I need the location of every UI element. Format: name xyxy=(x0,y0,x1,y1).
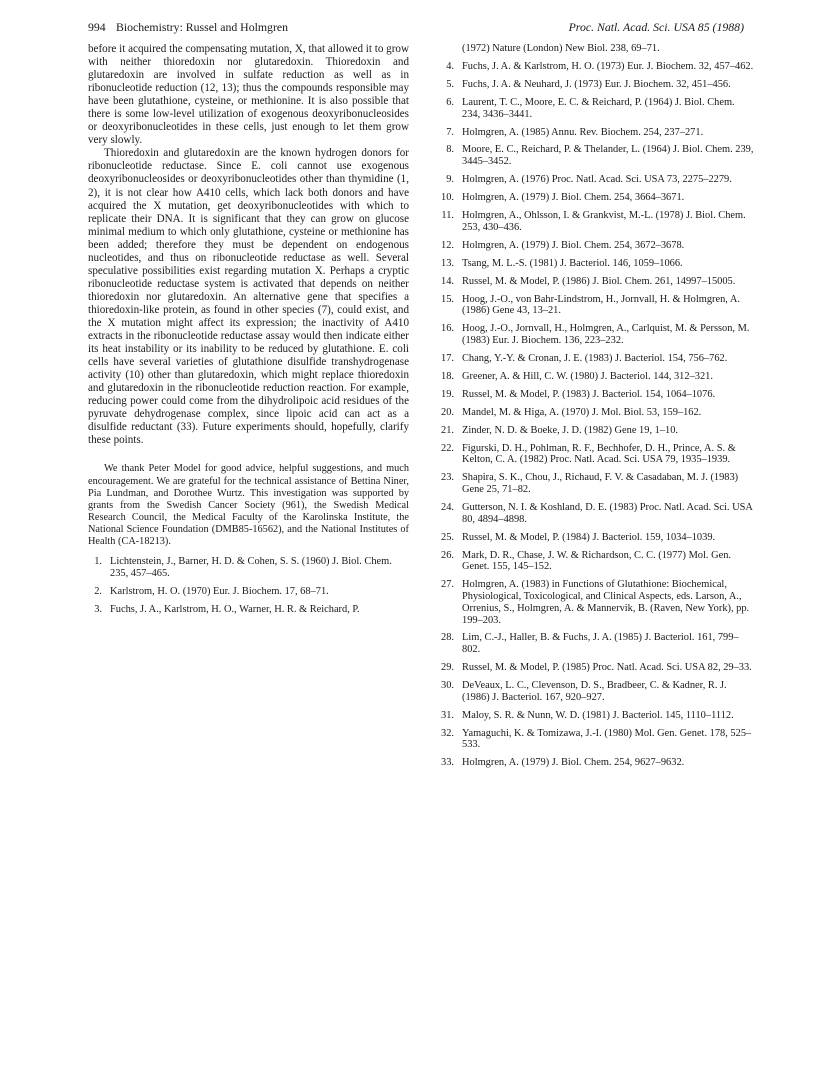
journal-citation: Proc. Natl. Acad. Sci. USA 85 (1988) xyxy=(568,20,744,34)
reference-item xyxy=(440,407,754,419)
reference-number: 3. xyxy=(94,603,102,615)
reference-item xyxy=(440,728,754,752)
reference-number: 13. xyxy=(441,257,454,269)
left-column xyxy=(88,43,409,622)
reference-text: Lim, C.-J., Haller, B. & Fuchs, J. A. (1985) J. Bacteriol. 161, 799–802. xyxy=(462,632,739,656)
reference-text: Mark, D. R., Chase, J. W. & Richardson, C. C. (1977) Mol. Gen. Genet. 155, 145–152. xyxy=(462,549,731,573)
reference-item xyxy=(440,371,754,383)
reference-item xyxy=(440,472,754,496)
reference-text: Gutterson, N. I. & Koshland, D. E. (1983) Proc. Natl. Acad. Sci. USA 80, 4894–4898. xyxy=(462,501,753,525)
reference-item xyxy=(440,258,754,270)
reference-text: Zinder, N. D. & Boeke, J. D. (1982) Gene 19, 1–10. xyxy=(462,424,679,436)
reference-text: Holmgren, A. (1979) J. Biol. Chem. 254, 3672–3678. xyxy=(462,239,685,251)
reference-text: Russel, M. & Model, P. (1985) Proc. Natl. Acad. Sci. USA 82, 29–33. xyxy=(462,662,752,674)
reference-number: 19. xyxy=(441,388,454,400)
reference-item xyxy=(440,294,754,318)
reference-number: 12. xyxy=(441,239,454,251)
reference-text: Greener, A. & Hill, C. W. (1980) J. Bacteriol. 144, 312–321. xyxy=(462,370,713,382)
acknowledgment: We thank Peter Model for good advice, helpful suggestions, and much encouragement. We are grateful for the technical assistance of Bettina Niner, Pia Lundman, and Dorothee Wurtz. This investigation was supported by grants from the Swedish Cancer Society (961), the Swedish Medical Research Council, the Medical Faculty of the Karolinska Institute, the National Science Foundation (DMB85-16562), and the National Institutes of Health (CA-18213). xyxy=(88,463,409,548)
right-column xyxy=(440,43,754,775)
reference-text: Hoog, J.-O., Jornvall, H., Holmgren, A., Carlquist, M. & Persson, M. (1983) Eur. J. Biochem. 136, 223–232. xyxy=(462,323,750,346)
reference-item xyxy=(440,79,754,91)
reference-item xyxy=(88,586,409,598)
running-head: Biochemistry: Russel and Holmgren xyxy=(116,20,289,34)
reference-item xyxy=(440,425,754,437)
reference-item xyxy=(440,174,754,186)
reference-text: DeVeaux, L. C., Clevenson, D. S., Bradbeer, C. & Kadner, R. J. (1986) J. Bacteriol. 167, 920–927. xyxy=(462,680,727,703)
reference-number: 1. xyxy=(94,556,102,568)
reference-text: Moore, E. C., Reichard, P. & Thelander, L. (1964) J. Biol. Chem. 239, 3445–3452. xyxy=(462,144,754,168)
reference-item xyxy=(440,276,754,288)
reference-text: Holmgren, A. (1983) in Functions of Glutathione: Biochemical, Physiological, Toxicological, and Clinical Aspects, eds. Larson, A., Orrenius, S., Holmgren, A. & Mannervik, B. (Raven, New York), pp. 199–203. xyxy=(462,579,750,626)
reference-number: 24. xyxy=(441,501,454,513)
reference-item xyxy=(440,579,754,626)
page-number: 994 xyxy=(88,20,106,34)
reference-number: 2. xyxy=(94,585,102,597)
page-header xyxy=(88,20,744,38)
reference-text: Figurski, D. H., Pohlman, R. F., Bechhofer, D. H., Prince, A. S. & Kelton, C. A. (1982) Proc. Natl. Acad. Sci. USA 79, 1935–1939. xyxy=(462,442,736,466)
reference-text: Hoog, J.-O., von Bahr-Lindstrom, H., Jornvall, H. & Holmgren, A. (1986) Gene 43, 13–21. xyxy=(462,293,741,317)
reference-item xyxy=(440,192,754,204)
reference-text: Holmgren, A. (1985) Annu. Rev. Biochem. 254, 237–271. xyxy=(462,126,704,138)
reference-number: 18. xyxy=(441,370,454,382)
reference-text: Tsang, M. L.-S. (1981) J. Bacteriol. 146, 1059–1066. xyxy=(462,257,683,269)
reference-number: 33. xyxy=(441,757,454,769)
reference-text: (1972) Nature (London) New Biol. 238, 69–71. xyxy=(462,43,660,54)
reference-text: Laurent, T. C., Moore, E. C. & Reichard, P. (1964) J. Biol. Chem. 234, 3436–3441. xyxy=(462,96,735,120)
reference-number: 15. xyxy=(441,293,454,305)
reference-text: Russel, M. & Model, P. (1984) J. Bacteriol. 159, 1034–1039. xyxy=(462,531,716,543)
reference-item xyxy=(440,757,754,769)
reference-text: Lichtenstein, J., Barner, H. D. & Cohen, S. S. (1960) J. Biol. Chem. 235, 457–465. xyxy=(110,556,392,579)
reference-text: Yamaguchi, K. & Tomizawa, J.-I. (1980) Mol. Gen. Genet. 178, 525–533. xyxy=(462,727,752,751)
reference-item xyxy=(440,240,754,252)
reference-item xyxy=(88,604,409,616)
reference-number: 6. xyxy=(446,96,454,108)
reference-number: 16. xyxy=(441,323,454,335)
reference-number: 4. xyxy=(446,60,454,72)
reference-number: 8. xyxy=(446,144,454,156)
reference-number: 14. xyxy=(441,275,454,287)
reference-text: Holmgren, A., Ohlsson, I. & Grankvist, M.-L. (1978) J. Biol. Chem. 253, 430–436. xyxy=(462,210,746,233)
reference-number: 31. xyxy=(441,709,454,721)
reference-text: Maloy, S. R. & Nunn, W. D. (1981) J. Bacteriol. 145, 1110–1112. xyxy=(462,709,734,721)
reference-text: Holmgren, A. (1979) J. Biol. Chem. 254, 3664–3671. xyxy=(462,192,685,204)
reference-list-left xyxy=(88,556,409,615)
reference-number: 17. xyxy=(441,352,454,364)
reference-number: 9. xyxy=(446,174,454,186)
reference-text: Russel, M. & Model, P. (1986) J. Biol. Chem. 261, 14997–15005. xyxy=(462,275,736,287)
reference-text: Karlstrom, H. O. (1970) Eur. J. Biochem. 17, 68–71. xyxy=(110,585,329,597)
reference-number: 10. xyxy=(441,192,454,204)
reference-number: 29. xyxy=(441,662,454,674)
reference-number: 22. xyxy=(441,442,454,454)
reference-number: 20. xyxy=(441,406,454,418)
reference-item xyxy=(440,550,754,574)
reference-number: 21. xyxy=(441,424,454,436)
reference-number: 28. xyxy=(441,632,454,644)
reference-item xyxy=(440,210,754,234)
reference-item xyxy=(88,556,409,580)
reference-item xyxy=(440,632,754,656)
reference-text: Mandel, M. & Higa, A. (1970) J. Mol. Biol. 53, 159–162. xyxy=(462,406,702,418)
reference-list-right xyxy=(440,43,754,769)
reference-item xyxy=(440,662,754,674)
reference-number: 30. xyxy=(441,680,454,692)
reference-item xyxy=(440,502,754,526)
reference-item xyxy=(440,144,754,168)
body-paragraph-1: before it acquired the compensating mutation, X, that allowed it to grow with neither thioredoxin nor glutaredoxin. Thioredoxin and glutaredoxin are involved in sulfate reduction as well as in ribonucleotide reduction (12, 13); thus the compounds responsible may have been glutathione, cysteine, or methionine. It is also possible that there is some low-level utilization of exogenous deoxyribonucleosides or deoxyribonucleotides in these cells, just enough to let them grow very slowly. xyxy=(88,43,409,147)
reference-text: Holmgren, A. (1979) J. Biol. Chem. 254, 9627–9632. xyxy=(462,757,685,769)
reference-number: 7. xyxy=(446,126,454,138)
reference-continuation xyxy=(440,43,754,55)
reference-item xyxy=(440,443,754,467)
reference-item xyxy=(440,323,754,347)
reference-item xyxy=(440,710,754,722)
reference-number: 11. xyxy=(441,210,454,221)
reference-item xyxy=(440,61,754,73)
reference-text: Shapira, S. K., Chou, J., Richaud, F. V. & Casadaban, M. J. (1983) Gene 25, 71–82. xyxy=(462,472,739,495)
reference-item xyxy=(440,127,754,139)
reference-number: 26. xyxy=(441,549,454,561)
reference-number: 5. xyxy=(446,78,454,90)
reference-text: Fuchs, J. A., Karlstrom, H. O., Warner, H. R. & Reichard, P. xyxy=(110,603,360,615)
reference-text: Fuchs, J. A. & Karlstrom, H. O. (1973) Eur. J. Biochem. 32, 457–462. xyxy=(462,60,754,72)
reference-number: 25. xyxy=(441,531,454,543)
reference-item xyxy=(440,532,754,544)
reference-number: 32. xyxy=(441,727,454,739)
reference-item xyxy=(440,97,754,121)
reference-text: Russel, M. & Model, P. (1983) J. Bacteriol. 154, 1064–1076. xyxy=(462,388,716,400)
reference-number: 27. xyxy=(441,579,454,591)
reference-item xyxy=(440,353,754,365)
reference-item xyxy=(440,389,754,401)
reference-item xyxy=(440,680,754,704)
reference-text: Fuchs, J. A. & Neuhard, J. (1973) Eur. J. Biochem. 32, 451–456. xyxy=(462,78,731,90)
reference-number: 23. xyxy=(441,472,454,484)
reference-text: Holmgren, A. (1976) Proc. Natl. Acad. Sci. USA 73, 2275–2279. xyxy=(462,174,732,186)
reference-text: Chang, Y.-Y. & Cronan, J. E. (1983) J. Bacteriol. 154, 756–762. xyxy=(462,352,728,364)
body-paragraph-2: Thioredoxin and glutaredoxin are the known hydrogen donors for ribonucleotide reductase. Since E. coli cannot use exogenous deoxyribonucleosides or deoxyribonucleotides other than thymidine (1, 2), it is not clear how A410 cells, which lack both donors and have acquired the X mutation, get deoxyribonucleotides with which to replicate their DNA. It is significant that they can grow on glucose minimal medium to which only glutathione, cysteine or methionine has been added; therefore they must be dependent on endogenous nucleotides, and thus on ribonucleotide reductase as well. Several speculative possibilities exist regarding mutation X. Perhaps a cryptic ribonucleotide reductase system is activated that depends on neither thioredoxin nor glutaredoxin. An alternative gene that specifies a thioredoxin-like protein, as found in other species (7), could exist, and the X mutation might affect its expression; the inactivity of A410 extracts in the ribonucleotide reductase assay would then indicate either its heat instability or its inability to be reduced by glutathione. E. coli cells have several varieties of glutathione disulfide transhydrogenase activity (10) other than glutaredoxin, which might replace thioredoxin and glutaredoxin in the ribonucleotide reduction reaction. For example, reducing power could come from the dihydrolipoic acid residues of the pyruvate dehydrogenase complex, since lipoic acid can act as a disulfide reductant (33). Future experiments should, hopefully, clarify these points. xyxy=(88,147,409,447)
